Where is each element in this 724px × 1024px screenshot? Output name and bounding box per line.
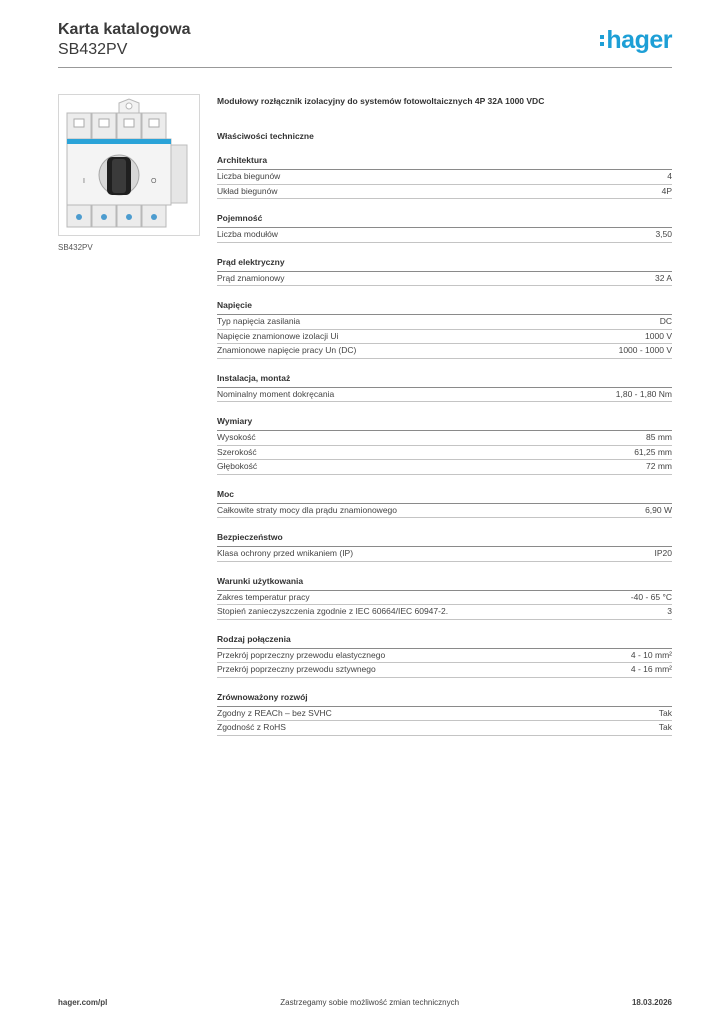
spec-label: Znamionowe napięcie pracy Un (DC) xyxy=(217,345,357,355)
spec-value: 4P xyxy=(661,185,672,196)
spec-label: Przekrój poprzeczny przewodu elastycznego xyxy=(217,649,386,660)
spec-value: 6,90 W xyxy=(645,504,672,515)
footer xyxy=(58,998,672,1007)
spec-value: DC xyxy=(659,316,672,326)
logo-dots-icon xyxy=(600,35,604,46)
section-title: Pojemność xyxy=(217,213,672,228)
spec-value: 4 - 10 mm² xyxy=(630,649,672,660)
spec-label: Liczba modułów xyxy=(217,229,278,239)
spec-value: Tak xyxy=(658,722,672,732)
properties-heading: Właściwości techniczne xyxy=(217,131,314,141)
spec-label: Przekrój poprzeczny przewodu sztywnego xyxy=(217,664,376,674)
spec-section xyxy=(217,213,672,243)
spec-section xyxy=(217,373,672,403)
spec-label: Stopień zanieczyszczenia zgodnie z IEC 60664/IEC 60947-2. xyxy=(217,606,449,616)
spec-value: 3 xyxy=(667,606,672,616)
page-title: Karta katalogowa xyxy=(58,21,191,38)
spec-value: 1000 - 1000 V xyxy=(618,345,672,355)
hager-logo[interactable] xyxy=(600,28,672,52)
section-title: Architektura xyxy=(217,155,672,170)
spec-value: 61,25 mm xyxy=(634,446,672,457)
section-title: Wymiary xyxy=(217,416,672,431)
spec-row xyxy=(217,431,672,446)
spec-row xyxy=(217,707,672,722)
spec-row xyxy=(217,185,672,200)
spec-section xyxy=(217,576,672,620)
spec-label: Całkowite straty mocy dla prądu znamionowego xyxy=(217,504,398,515)
logo-text: hager xyxy=(606,26,672,54)
spec-label: Liczba biegunów xyxy=(217,171,281,181)
section-title: Warunki użytkowania xyxy=(217,576,672,591)
spec-value: 32 A xyxy=(654,272,672,283)
product-code: SB432PV xyxy=(58,41,128,58)
spec-row xyxy=(217,591,672,606)
spec-label: Wysokość xyxy=(217,432,256,442)
spec-value: 1,80 - 1,80 Nm xyxy=(615,388,672,399)
spec-row xyxy=(217,344,672,359)
switch-disconnector-illustration xyxy=(59,95,199,235)
spec-value: 4 - 16 mm² xyxy=(630,664,672,674)
section-title: Moc xyxy=(217,489,672,504)
spec-section xyxy=(217,300,672,359)
section-title: Prąd elektryczny xyxy=(217,257,672,272)
spec-label: Typ napięcia zasilania xyxy=(217,316,301,326)
spec-label: Układ biegunów xyxy=(217,185,278,196)
spec-value: 85 mm xyxy=(646,432,672,442)
spec-value: IP20 xyxy=(654,548,672,558)
spec-sections xyxy=(217,155,672,736)
spec-label: Szerokość xyxy=(217,446,257,457)
spec-value: 72 mm xyxy=(646,461,672,471)
spec-section xyxy=(217,489,672,519)
section-title: Rodzaj połączenia xyxy=(217,634,672,649)
image-caption: SB432PV xyxy=(58,243,93,252)
spec-row xyxy=(217,330,672,345)
spec-value: -40 - 65 °C xyxy=(630,591,672,602)
spec-label: Zakres temperatur pracy xyxy=(217,591,310,602)
spec-row xyxy=(217,649,672,664)
spec-section xyxy=(217,692,672,736)
spec-label: Głębokość xyxy=(217,461,258,471)
spec-label: Prąd znamionowy xyxy=(217,272,285,283)
spec-value: 4 xyxy=(667,171,672,181)
section-title: Bezpieczeństwo xyxy=(217,532,672,547)
spec-row xyxy=(217,446,672,461)
spec-content xyxy=(217,94,672,736)
spec-row xyxy=(217,721,672,736)
footer-date: 18.03.2026 xyxy=(631,998,672,1007)
spec-row xyxy=(217,504,672,519)
spec-section xyxy=(217,634,672,678)
spec-row xyxy=(217,663,672,678)
product-image xyxy=(58,94,200,236)
product-description: Modułowy rozłącznik izolacyjny do systemów fotowoltaicznych 4P 32A 1000 VDC xyxy=(217,96,545,106)
spec-label: Zgodny z REACh – bez SVHC xyxy=(217,707,332,718)
svg-text:O: O xyxy=(151,178,157,185)
spec-row xyxy=(217,547,672,562)
spec-label: Napięcie znamionowe izolacji Ui xyxy=(217,330,339,341)
section-title: Instalacja, montaż xyxy=(217,373,672,388)
spec-section xyxy=(217,155,672,199)
footer-disclaimer: Zastrzegamy sobie możliwość zmian technicznych xyxy=(280,998,460,1007)
spec-row xyxy=(217,460,672,475)
spec-section xyxy=(217,532,672,562)
section-title: Napięcie xyxy=(217,300,672,315)
spec-section xyxy=(217,416,672,475)
spec-label: Nominalny moment dokręcania xyxy=(217,388,335,399)
spec-section xyxy=(217,257,672,287)
spec-value: Tak xyxy=(658,707,672,718)
spec-row xyxy=(217,170,672,185)
svg-text:I: I xyxy=(83,178,85,185)
spec-value: 1000 V xyxy=(645,330,672,341)
spec-row xyxy=(217,228,672,243)
header-divider xyxy=(58,67,672,68)
spec-row xyxy=(217,605,672,620)
spec-row xyxy=(217,388,672,403)
spec-value: 3,50 xyxy=(655,229,672,239)
section-title: Zrównoważony rozwój xyxy=(217,692,672,707)
footer-website-link[interactable]: hager.com/pl xyxy=(58,998,108,1007)
spec-label: Zgodność z RoHS xyxy=(217,722,286,732)
spec-row xyxy=(217,315,672,330)
spec-label: Klasa ochrony przed wnikaniem (IP) xyxy=(217,548,354,558)
spec-row xyxy=(217,272,672,287)
header xyxy=(58,20,190,60)
